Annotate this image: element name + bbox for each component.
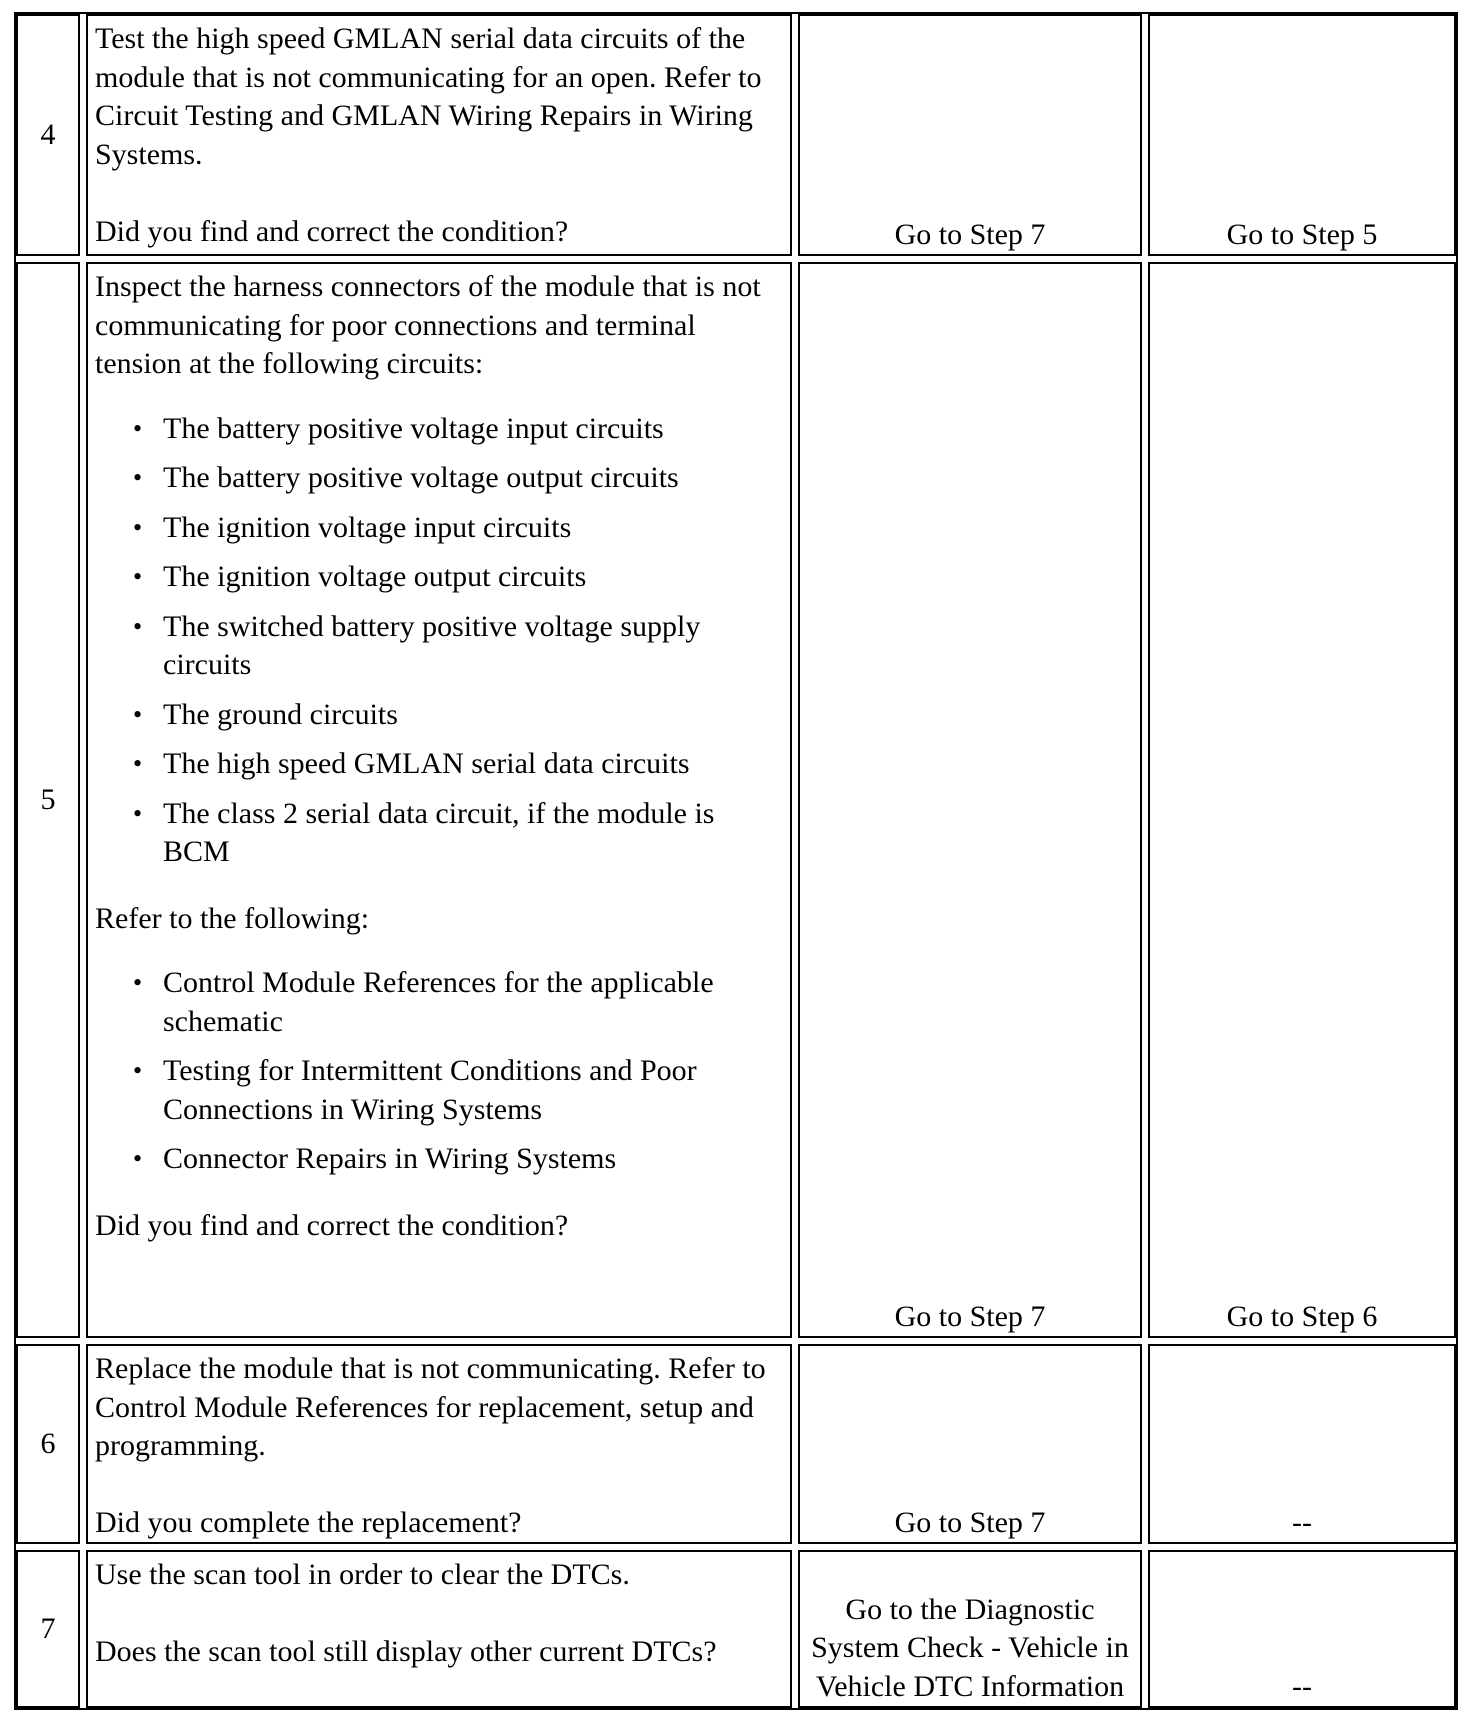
- yes-result-cell: [798, 14, 1142, 256]
- action-cell: [86, 1344, 792, 1544]
- list-item: • Testing for Intermittent Conditions and Poor Connections in Wiring Systems: [163, 1052, 784, 1129]
- list-item: • The battery positive voltage input circuits: [163, 410, 784, 449]
- list-item: • Connector Repairs in Wiring Systems: [163, 1140, 784, 1179]
- action-text: Inspect the harness connectors of the module that is not communicating for poor connections and terminal tension at the following circuits:: [95, 270, 761, 380]
- question-text: Did you find and correct the condition?: [95, 1208, 569, 1242]
- no-result: --: [1292, 1505, 1312, 1539]
- action-cell: [86, 1550, 792, 1708]
- step-number-cell: [16, 262, 80, 1338]
- circuit-list: [95, 410, 784, 872]
- list-item: • The high speed GMLAN serial data circuits: [163, 745, 784, 784]
- step-number: 4: [40, 117, 56, 151]
- step-number: 5: [40, 782, 56, 816]
- step-number: 6: [40, 1426, 56, 1460]
- question-text: Does the scan tool still display other current DTCs?: [95, 1635, 717, 1668]
- yes-result-cell: [798, 262, 1142, 1338]
- action-cell: [86, 14, 792, 256]
- no-result: Go to Step 5: [1226, 217, 1378, 251]
- list-item: • The class 2 serial data circuit, if the module is BCM: [163, 795, 784, 872]
- question-text: Did you complete the replacement?: [95, 1506, 522, 1539]
- step-number: 7: [40, 1611, 56, 1645]
- yes-result: Go to Step 7: [894, 1299, 1046, 1333]
- step-number-cell: [16, 1344, 80, 1544]
- action-text: Replace the module that is not communicating. Refer to Control Module References for replacement, setup and programming.: [95, 1352, 766, 1462]
- action-text: Test the high speed GMLAN serial data circuits of the module that is not communicating for an open. Refer to Circuit Testing and GMLAN Wiring Repairs in Wiring Systems.: [95, 22, 762, 171]
- yes-result: Go to Step 7: [894, 217, 1046, 251]
- list-item: • Control Module References for the applicable schematic: [163, 964, 784, 1041]
- step-number-cell: [16, 14, 80, 256]
- list-item: • The battery positive voltage output circuits: [163, 459, 784, 498]
- no-result-cell: [1148, 1344, 1456, 1544]
- no-result: Go to Step 6: [1226, 1299, 1378, 1333]
- diagnostic-table: [14, 12, 1458, 1710]
- no-result-cell: [1148, 14, 1456, 256]
- no-result-cell: [1148, 262, 1456, 1338]
- yes-result-cell: [798, 1550, 1142, 1708]
- action-text: Use the scan tool in order to clear the DTCs.: [95, 1558, 630, 1591]
- no-result: --: [1292, 1669, 1312, 1703]
- step-number-cell: [16, 1550, 80, 1708]
- yes-result: Go to Step 7: [894, 1505, 1046, 1539]
- reference-list: [95, 964, 784, 1179]
- list-item: • The ignition voltage output circuits: [163, 558, 784, 597]
- list-item: • The ground circuits: [163, 696, 784, 735]
- action-cell: [86, 262, 792, 1338]
- list-item: • The ignition voltage input circuits: [163, 509, 784, 548]
- yes-result-cell: [798, 1344, 1142, 1544]
- no-result-cell: [1148, 1550, 1456, 1708]
- refer-text: Refer to the following:: [95, 901, 370, 935]
- yes-result: Go to the Diagnostic System Check - Vehicle in Vehicle DTC Information: [811, 1592, 1129, 1703]
- list-item: • The switched battery positive voltage supply circuits: [163, 608, 784, 685]
- question-text: Did you find and correct the condition?: [95, 214, 569, 248]
